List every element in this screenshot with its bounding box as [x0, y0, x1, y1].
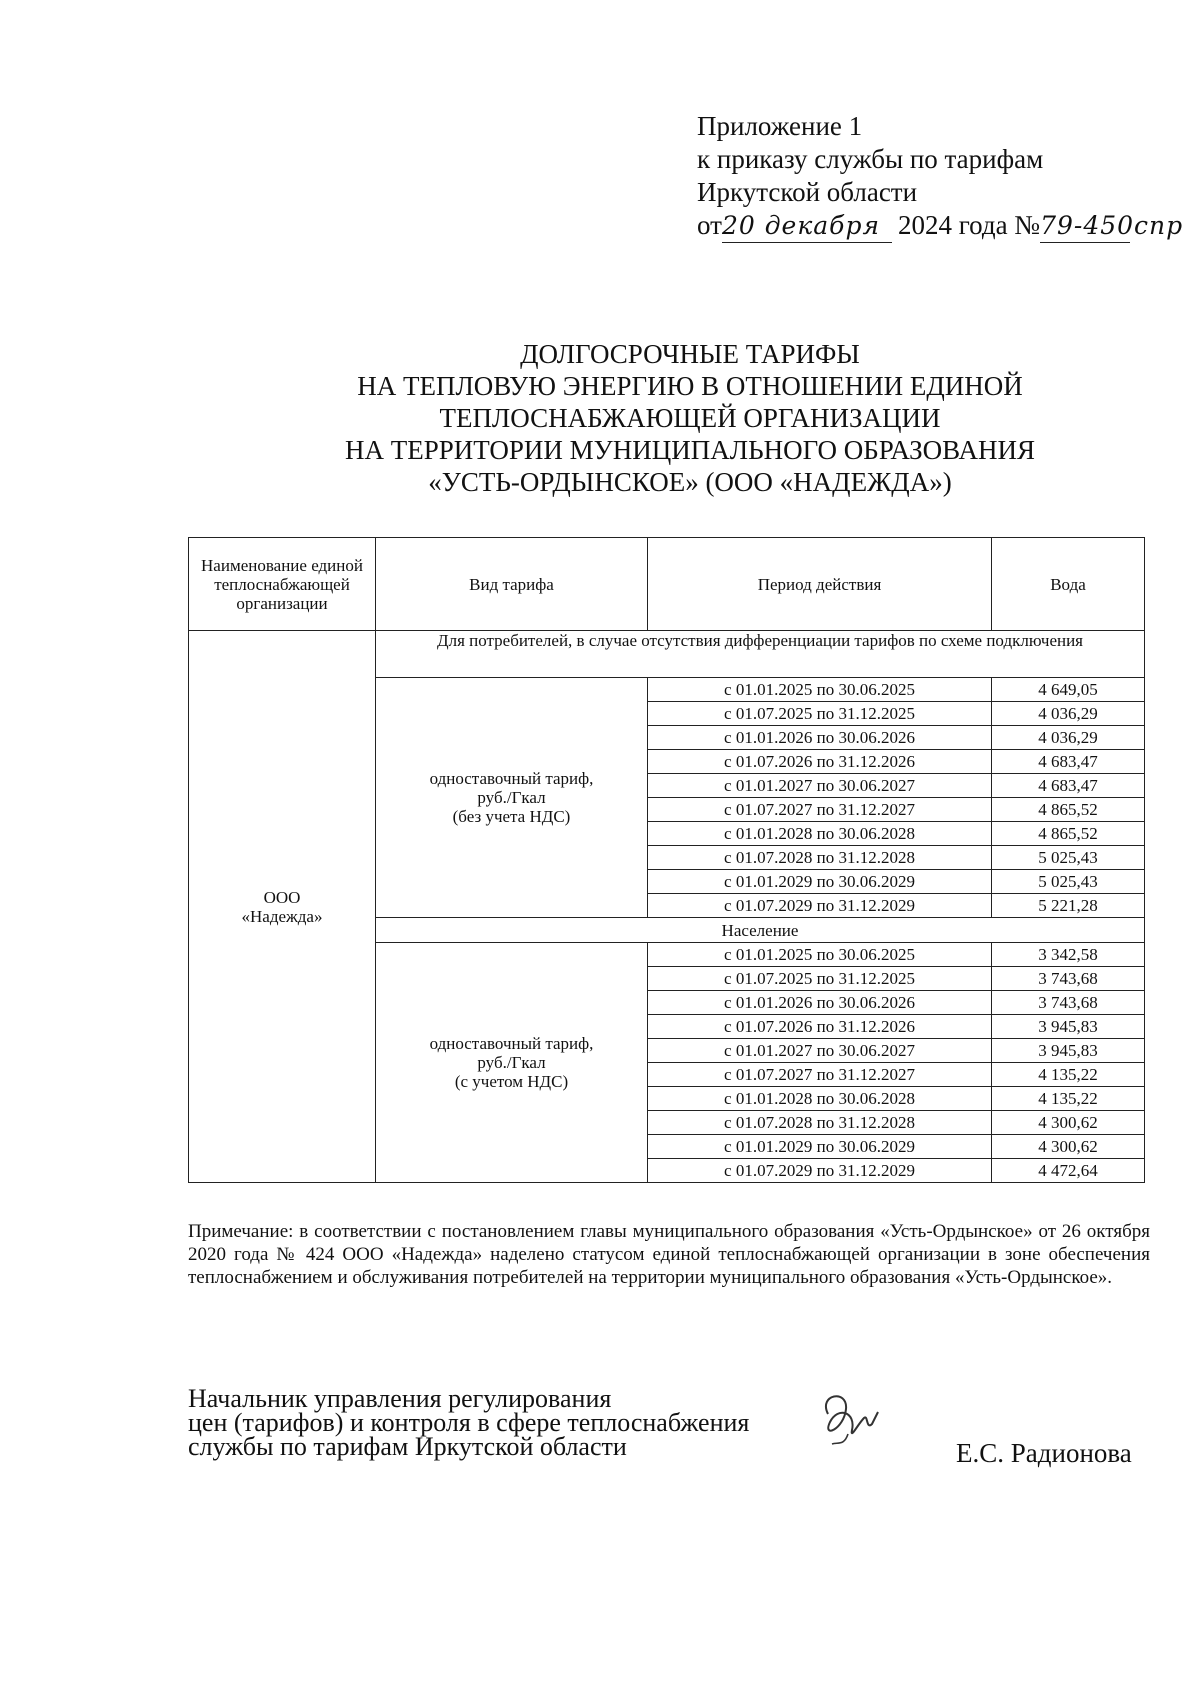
tariff-table — [188, 537, 1145, 1183]
section1-tariff-line2: руб./Гкал — [477, 788, 546, 807]
period-cell: с 01.01.2028 по 30.06.2028 — [648, 822, 992, 846]
period-cell: с 01.07.2025 по 31.12.2025 — [648, 967, 992, 991]
period-cell: с 01.01.2027 по 30.06.2027 — [648, 774, 992, 798]
section2-tariff-type-cell — [376, 943, 648, 1183]
period-cell: с 01.01.2026 по 30.06.2026 — [648, 991, 992, 1015]
appendix-header — [697, 110, 1184, 243]
document-title — [300, 338, 1080, 498]
from-label: от — [697, 210, 722, 240]
water-value-cell: 3 743,68 — [992, 991, 1145, 1015]
period-cell: с 01.07.2027 по 31.12.2027 — [648, 798, 992, 822]
period-cell: с 01.01.2028 по 30.06.2028 — [648, 1087, 992, 1111]
water-value-cell: 4 300,62 — [992, 1135, 1145, 1159]
water-value-cell: 3 945,83 — [992, 1015, 1145, 1039]
section1-tariff-type-cell — [376, 678, 648, 918]
water-value-cell: 4 865,52 — [992, 822, 1145, 846]
water-value-cell: 4 036,29 — [992, 726, 1145, 750]
water-value-cell: 4 649,05 — [992, 678, 1145, 702]
note-text: Примечание: в соответствии с постановлением главы муниципального образования «Усть-Ордынское» от 26 октября 2020 года № 424 ООО «Надежда» наделено статусом единой теплоснабжающей организации в зоне обеспечения теплоснабжением и обслуживания потребителей на территории муниципального образования «Усть-Ордынское». — [188, 1221, 1150, 1288]
section2-tariff-line2: руб./Гкал — [477, 1053, 546, 1072]
period-cell: с 01.01.2025 по 30.06.2025 — [648, 943, 992, 967]
appendix-line1: Приложение 1 — [697, 111, 863, 141]
period-cell: с 01.01.2029 по 30.06.2029 — [648, 870, 992, 894]
section1-tariff-line3: (без учета НДС) — [452, 807, 571, 826]
water-value-cell: 4 300,62 — [992, 1111, 1145, 1135]
water-value-cell: 3 743,68 — [992, 967, 1145, 991]
period-cell: с 01.07.2029 по 31.12.2029 — [648, 894, 992, 918]
signer-name: Е.С. Радионова — [956, 1438, 1132, 1468]
title-line1: ДОЛГОСРОЧНЫЕ ТАРИФЫ — [520, 339, 860, 369]
org-line2: «Надежда» — [241, 906, 323, 926]
water-value-cell: 4 683,47 — [992, 750, 1145, 774]
handwritten-number: 79-450спр — [1040, 209, 1130, 243]
water-value-cell: 3 945,83 — [992, 1039, 1145, 1063]
signature-block — [188, 1384, 750, 1461]
title-line5: «УСТЬ-ОРДЫНСКОЕ» (ООО «НАДЕЖДА») — [428, 467, 952, 497]
water-value-cell: 5 025,43 — [992, 870, 1145, 894]
appendix-line3: Иркутской области — [697, 177, 918, 207]
period-cell: с 01.07.2027 по 31.12.2027 — [648, 1063, 992, 1087]
handwritten-signature-icon — [808, 1384, 888, 1454]
section1-label-row — [189, 631, 1145, 678]
period-cell: с 01.07.2029 по 31.12.2029 — [648, 1159, 992, 1183]
water-value-cell: 3 342,58 — [992, 943, 1145, 967]
title-line3: ТЕПЛОСНАБЖАЮЩЕЙ ОРГАНИЗАЦИИ — [439, 403, 941, 433]
title-line2: НА ТЕПЛОВУЮ ЭНЕРГИЮ В ОТНОШЕНИИ ЕДИНОЙ — [357, 371, 1023, 401]
header-org: Наименование единой теплоснабжающей организации — [189, 538, 376, 631]
section1-label: Для потребителей, в случае отсутствия дифференциации тарифов по схеме подключения — [376, 631, 1145, 678]
water-value-cell: 4 865,52 — [992, 798, 1145, 822]
header-water: Вода — [992, 538, 1145, 631]
signature-line1: Начальник управления регулирования — [188, 1384, 612, 1413]
water-value-cell: 4 472,64 — [992, 1159, 1145, 1183]
water-value-cell: 5 025,43 — [992, 846, 1145, 870]
period-cell: с 01.07.2026 по 31.12.2026 — [648, 750, 992, 774]
table-header-row — [189, 538, 1145, 631]
section2-tariff-line3: (с учетом НДС) — [454, 1072, 569, 1091]
period-cell: с 01.01.2025 по 30.06.2025 — [648, 678, 992, 702]
signature-line3: службы по тарифам Иркутской области — [188, 1432, 627, 1461]
period-cell: с 01.07.2028 по 31.12.2028 — [648, 1111, 992, 1135]
period-cell: с 01.07.2026 по 31.12.2026 — [648, 1015, 992, 1039]
org-line1: ООО — [263, 887, 301, 907]
header-period: Период действия — [648, 538, 992, 631]
header-tariff-type: Вид тарифа — [376, 538, 648, 631]
period-cell: с 01.01.2029 по 30.06.2029 — [648, 1135, 992, 1159]
year-text: 2024 года № — [897, 210, 1041, 240]
water-value-cell: 5 221,28 — [992, 894, 1145, 918]
org-cell — [189, 631, 376, 1183]
title-line4: НА ТЕРРИТОРИИ МУНИЦИПАЛЬНОГО ОБРАЗОВАНИЯ — [344, 435, 1035, 465]
water-value-cell: 4 135,22 — [992, 1063, 1145, 1087]
water-value-cell: 4 683,47 — [992, 774, 1145, 798]
section2-label: Население — [376, 918, 1145, 943]
water-value-cell: 4 135,22 — [992, 1087, 1145, 1111]
appendix-date-line — [697, 209, 1184, 243]
section2-tariff-line1: одноставочный тариф, — [429, 1034, 594, 1053]
signature-line2: цен (тарифов) и контроля в сфере теплоснабжения — [188, 1408, 750, 1437]
section1-tariff-line1: одноставочный тариф, — [429, 769, 594, 788]
handwritten-date: 20 декабря — [722, 209, 892, 243]
period-cell: с 01.07.2025 по 31.12.2025 — [648, 702, 992, 726]
period-cell: с 01.01.2026 по 30.06.2026 — [648, 726, 992, 750]
water-value-cell: 4 036,29 — [992, 702, 1145, 726]
appendix-line2: к приказу службы по тарифам — [697, 144, 1044, 174]
period-cell: с 01.07.2028 по 31.12.2028 — [648, 846, 992, 870]
period-cell: с 01.01.2027 по 30.06.2027 — [648, 1039, 992, 1063]
